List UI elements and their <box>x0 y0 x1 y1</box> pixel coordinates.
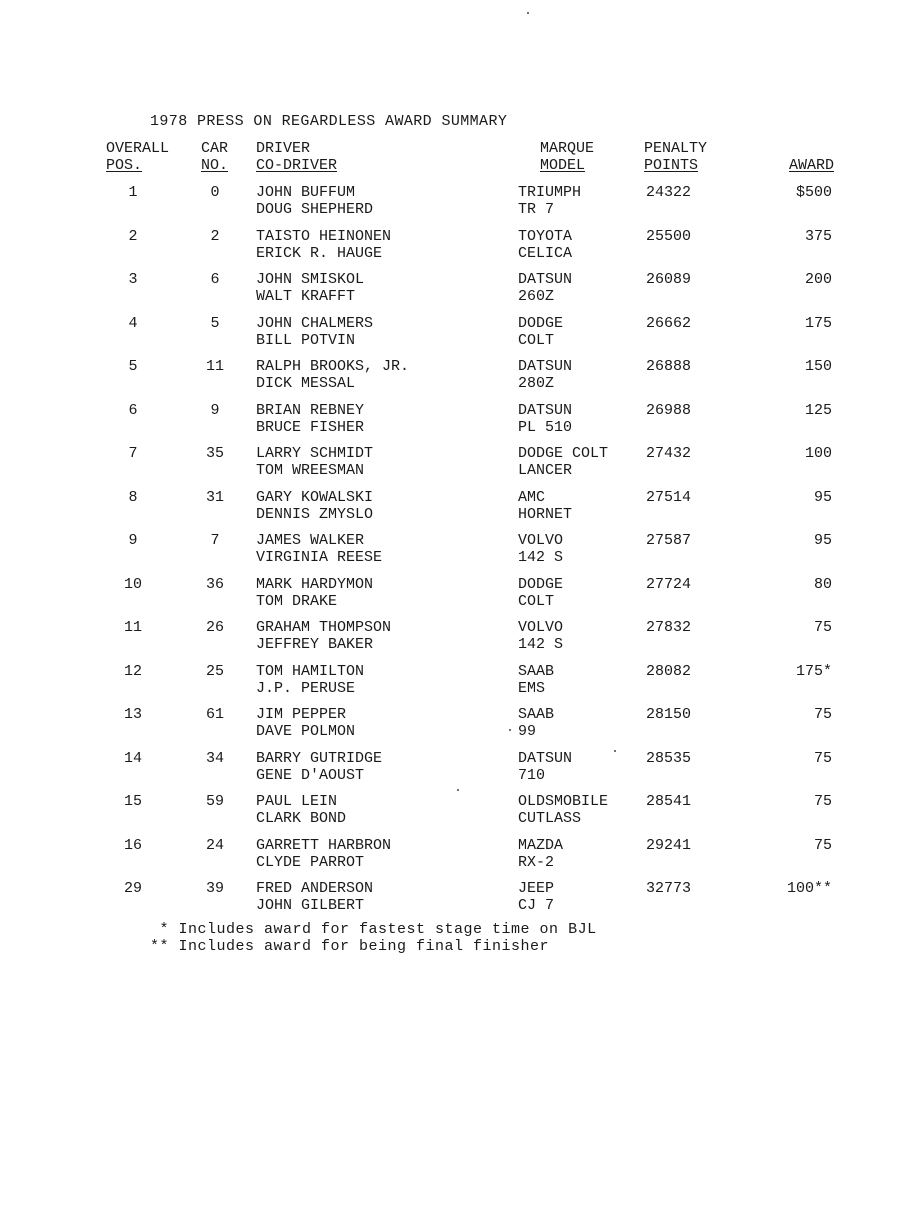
header-pos-label: POS. <box>106 157 143 174</box>
overall-pos: 2 <box>128 227 138 245</box>
overall-pos: 4 <box>128 314 138 332</box>
marque-cell <box>518 402 572 436</box>
codriver-name: DICK MESSAL <box>256 375 356 392</box>
marque-name: DODGE <box>518 314 564 332</box>
table-row <box>0 184 900 224</box>
table-row <box>0 880 900 920</box>
marque-cell <box>518 184 581 218</box>
model-name: 142 S <box>518 549 564 566</box>
codriver-name: WALT KRAFFT <box>256 288 356 305</box>
driver-cell <box>256 750 382 784</box>
header-driver-label: DRIVER <box>256 140 311 157</box>
driver-name: RALPH BROOKS, JR. <box>256 358 410 375</box>
driver-cell <box>256 402 364 436</box>
model-name: 260Z <box>518 288 555 305</box>
marque-cell <box>518 445 608 479</box>
penalty-points: 28541 <box>646 793 692 810</box>
marque-cell <box>518 532 563 566</box>
penalty-points: 27514 <box>646 488 692 506</box>
table-row <box>0 706 900 746</box>
driver-name: GARY KOWALSKI <box>256 488 374 506</box>
header-codriver-label: CO-DRIVER <box>256 157 338 174</box>
driver-name: TAISTO HEINONEN <box>256 227 392 245</box>
marque-cell <box>518 750 572 784</box>
driver-name: GARRETT HARBRON <box>256 836 392 854</box>
driver-cell <box>256 358 409 392</box>
marque-name: AMC <box>518 488 546 506</box>
model-name: COLT <box>518 331 555 349</box>
model-name: LANCER <box>518 462 573 479</box>
marque-name: DATSUN <box>518 271 573 288</box>
marque-cell <box>518 837 563 871</box>
footnote-fastest-stage: * Includes award for fastest stage time on BJL <box>150 921 597 938</box>
award-amount: 150 <box>804 358 832 375</box>
overall-pos: 5 <box>128 358 138 375</box>
header-overall-label: OVERALL <box>106 140 170 157</box>
table-row <box>0 576 900 616</box>
model-name: CELICA <box>518 244 573 262</box>
marque-name: DATSUN <box>518 401 573 419</box>
table-row <box>0 750 900 790</box>
car-number: 9 <box>210 401 220 419</box>
codriver-name: JEFFREY BAKER <box>256 636 374 653</box>
codriver-name: BRUCE FISHER <box>256 418 365 436</box>
marque-name: TRIUMPH <box>518 184 582 201</box>
award-amount: 80 <box>813 575 832 593</box>
marque-name: DODGE COLT <box>518 445 609 462</box>
award-amount: 125 <box>804 401 832 419</box>
codriver-name: DENNIS ZMYSLO <box>256 505 374 523</box>
marque-cell <box>518 793 608 827</box>
car-number: 59 <box>205 793 224 810</box>
driver-cell <box>256 706 355 740</box>
header-penalty-points <box>644 140 707 174</box>
table-row <box>0 793 900 833</box>
marque-name: OLDSMOBILE <box>518 793 609 810</box>
car-number: 39 <box>205 880 224 897</box>
driver-name: LARRY SCHMIDT <box>256 445 374 462</box>
driver-name: JAMES WALKER <box>256 532 365 549</box>
car-number: 31 <box>205 488 224 506</box>
overall-pos: 15 <box>123 793 142 810</box>
award-amount: 75 <box>813 749 832 767</box>
marque-name: SAAB <box>518 662 555 680</box>
overall-pos: 8 <box>128 488 138 506</box>
car-number: 5 <box>210 314 220 332</box>
overall-pos: 13 <box>123 706 142 723</box>
penalty-points: 26089 <box>646 271 692 288</box>
marque-name: DATSUN <box>518 749 573 767</box>
penalty-points: 26988 <box>646 401 692 419</box>
driver-name: TOM HAMILTON <box>256 662 365 680</box>
driver-name: JOHN BUFFUM <box>256 184 356 201</box>
penalty-points: 27832 <box>646 619 692 636</box>
header-marque-model <box>540 140 594 174</box>
codriver-name: VIRGINIA REESE <box>256 549 383 566</box>
document-title: 1978 PRESS ON REGARDLESS AWARD SUMMARY <box>150 113 508 130</box>
overall-pos: 6 <box>128 401 138 419</box>
header-car-no <box>201 140 228 174</box>
model-name: CUTLASS <box>518 810 582 827</box>
car-number: 2 <box>210 227 220 245</box>
marque-cell <box>518 358 572 392</box>
marque-cell <box>518 228 572 262</box>
driver-cell <box>256 532 382 566</box>
marque-cell <box>518 663 554 697</box>
driver-name: FRED ANDERSON <box>256 880 374 897</box>
codriver-name: DOUG SHEPHERD <box>256 201 374 218</box>
car-number: 11 <box>205 358 224 375</box>
award-amount: 100 <box>804 445 832 462</box>
driver-name: GRAHAM THOMPSON <box>256 619 392 636</box>
table-row <box>0 358 900 398</box>
table-row <box>0 837 900 877</box>
car-number: 26 <box>205 619 224 636</box>
overall-pos: 16 <box>123 836 142 854</box>
marque-cell <box>518 489 572 523</box>
table-row <box>0 402 900 442</box>
table-row <box>0 619 900 659</box>
codriver-name: J.P. PERUSE <box>256 679 356 697</box>
award-amount: 95 <box>813 532 832 549</box>
marque-cell <box>518 271 572 305</box>
driver-cell <box>256 576 373 610</box>
penalty-points: 24322 <box>646 184 692 201</box>
marque-name: JEEP <box>518 880 555 897</box>
car-number: 6 <box>210 271 220 288</box>
model-name: COLT <box>518 592 555 610</box>
table-row <box>0 271 900 311</box>
car-number: 0 <box>210 184 220 201</box>
award-amount: 100** <box>786 880 832 897</box>
penalty-points: 27587 <box>646 532 692 549</box>
overall-pos: 11 <box>123 619 142 636</box>
model-name: EMS <box>518 679 546 697</box>
marque-cell <box>518 619 563 653</box>
marque-name: VOLVO <box>518 532 564 549</box>
header-penalty-label: PENALTY <box>644 140 708 157</box>
marque-name: TOYOTA <box>518 227 573 245</box>
marque-cell <box>518 315 563 349</box>
overall-pos: 14 <box>123 749 142 767</box>
header-award <box>789 140 834 174</box>
penalty-points: 29241 <box>646 836 692 854</box>
model-name: 280Z <box>518 375 555 392</box>
overall-pos: 1 <box>128 184 138 201</box>
overall-pos: 10 <box>123 575 142 593</box>
driver-cell <box>256 793 346 827</box>
driver-cell <box>256 837 391 871</box>
penalty-points: 28082 <box>646 662 692 680</box>
award-amount: $500 <box>795 184 832 201</box>
award-amount: 75 <box>813 836 832 854</box>
codriver-name: TOM DRAKE <box>256 592 338 610</box>
overall-pos: 29 <box>123 880 142 897</box>
driver-cell <box>256 271 364 305</box>
codriver-name: TOM WREESMAN <box>256 462 365 479</box>
award-amount: 75 <box>813 793 832 810</box>
driver-name: BRIAN REBNEY <box>256 401 365 419</box>
penalty-points: 27724 <box>646 575 692 593</box>
driver-name: JIM PEPPER <box>256 706 347 723</box>
codriver-name: DAVE POLMON <box>256 723 356 740</box>
award-amount: 95 <box>813 488 832 506</box>
model-name: CJ 7 <box>518 897 555 914</box>
header-overall-pos <box>106 140 169 174</box>
car-number: 36 <box>205 575 224 593</box>
driver-cell <box>256 184 373 218</box>
driver-cell <box>256 489 373 523</box>
award-amount: 75 <box>813 619 832 636</box>
award-amount: 200 <box>804 271 832 288</box>
award-amount: 75 <box>813 706 832 723</box>
penalty-points: 28535 <box>646 749 692 767</box>
car-number: 25 <box>205 662 224 680</box>
car-number: 61 <box>205 706 224 723</box>
driver-cell <box>256 880 373 914</box>
footnotes <box>150 921 597 955</box>
header-no-label: NO. <box>201 157 229 174</box>
model-name: PL 510 <box>518 418 573 436</box>
overall-pos: 12 <box>123 662 142 680</box>
table-row <box>0 663 900 703</box>
driver-name: JOHN CHALMERS <box>256 314 374 332</box>
driver-name: PAUL LEIN <box>256 793 338 810</box>
model-name: HORNET <box>518 505 573 523</box>
award-amount: 375 <box>804 227 832 245</box>
car-number: 35 <box>205 445 224 462</box>
header-points-label: POINTS <box>644 157 699 174</box>
award-amount: 175 <box>804 314 832 332</box>
penalty-points: 28150 <box>646 706 692 723</box>
marque-name: DODGE <box>518 575 564 593</box>
model-name: RX-2 <box>518 853 555 871</box>
header-model-label: MODEL <box>540 157 586 174</box>
marque-cell <box>518 576 563 610</box>
footnote-final-finisher: ** Includes award for being final finisher <box>150 938 550 955</box>
codriver-name: ERICK R. HAUGE <box>256 244 383 262</box>
driver-cell <box>256 663 364 697</box>
overall-pos: 9 <box>128 532 138 549</box>
driver-cell <box>256 619 391 653</box>
table-row <box>0 489 900 529</box>
model-name: 99 <box>518 723 537 740</box>
overall-pos: 7 <box>128 445 138 462</box>
penalty-points: 32773 <box>646 880 692 897</box>
codriver-name: CLARK BOND <box>256 810 347 827</box>
driver-name: MARK HARDYMON <box>256 575 374 593</box>
table-row <box>0 228 900 268</box>
driver-name: JOHN SMISKOL <box>256 271 365 288</box>
car-number: 24 <box>205 836 224 854</box>
codriver-name: CLYDE PARROT <box>256 853 365 871</box>
overall-pos: 3 <box>128 271 138 288</box>
table-row <box>0 445 900 485</box>
penalty-points: 25500 <box>646 227 692 245</box>
penalty-points: 26662 <box>646 314 692 332</box>
header-award-label: AWARD <box>789 157 835 174</box>
header-marque-label: MARQUE <box>540 140 595 157</box>
penalty-points: 27432 <box>646 445 692 462</box>
driver-cell <box>256 315 373 349</box>
codriver-name: JOHN GILBERT <box>256 897 365 914</box>
scan-speck <box>527 12 529 14</box>
award-amount: 175* <box>795 662 832 680</box>
marque-cell <box>518 706 554 740</box>
model-name: 142 S <box>518 636 564 653</box>
car-number: 7 <box>210 532 220 549</box>
marque-name: DATSUN <box>518 358 573 375</box>
driver-cell <box>256 445 373 479</box>
table-row <box>0 532 900 572</box>
car-number: 34 <box>205 749 224 767</box>
marque-name: VOLVO <box>518 619 564 636</box>
model-name: 710 <box>518 766 546 784</box>
marque-name: MAZDA <box>518 836 564 854</box>
driver-cell <box>256 228 391 262</box>
table-row <box>0 315 900 355</box>
header-driver <box>256 140 337 174</box>
codriver-name: GENE D'AOUST <box>256 766 365 784</box>
model-name: TR 7 <box>518 201 555 218</box>
marque-cell <box>518 880 554 914</box>
marque-name: SAAB <box>518 706 555 723</box>
driver-name: BARRY GUTRIDGE <box>256 749 383 767</box>
penalty-points: 26888 <box>646 358 692 375</box>
header-car-label: CAR <box>201 140 229 157</box>
codriver-name: BILL POTVIN <box>256 331 356 349</box>
